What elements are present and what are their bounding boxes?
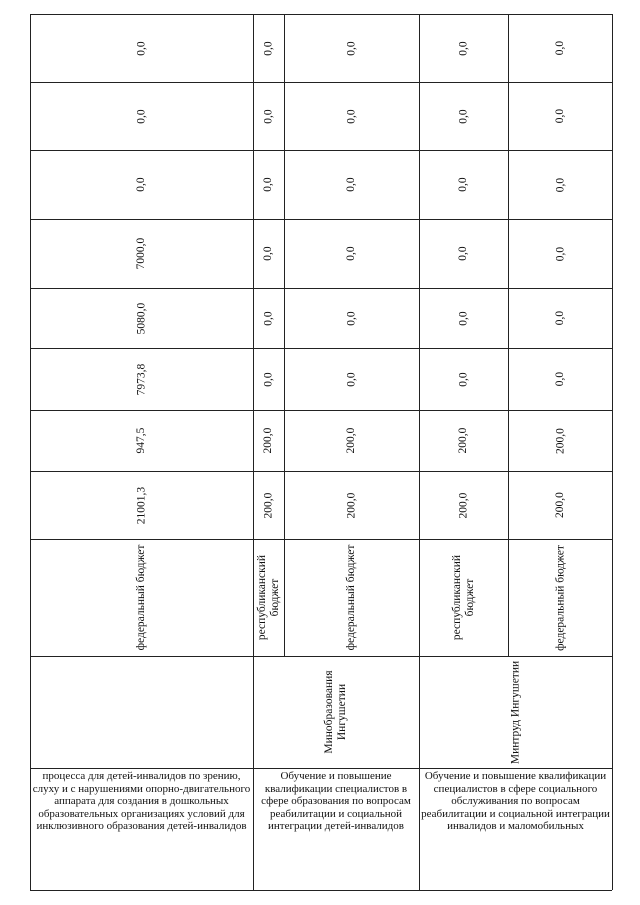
budget-value-cell: 200,0 — [553, 492, 566, 518]
budget-value-cell: 0,0 — [135, 40, 147, 56]
budget-value-cell: 0,0 — [262, 310, 274, 326]
budget-value-cell: 0,0 — [553, 40, 566, 56]
budget-value-cell: 0,0 — [262, 40, 274, 56]
funding-source-cell: республиканский бюджет — [450, 554, 476, 641]
activity-description-cell: Обучение и повышение квалификации специалистов в сфере образования по вопросам реабилитации и социальной интеграции детей-инвалидов — [261, 770, 411, 833]
budget-value-cell: 200,0 — [262, 492, 274, 518]
budget-value-cell: 200,0 — [457, 492, 469, 518]
budget-value-cell: 0,0 — [345, 177, 357, 192]
budget-value-cell: 0,0 — [262, 371, 274, 387]
budget-value-cell: 0,0 — [345, 40, 357, 56]
budget-value-cell: 0,0 — [262, 246, 274, 261]
column-separator-line — [30, 890, 612, 891]
budget-value-cell: 21001,3 — [135, 486, 147, 524]
budget-value-cell: 0,0 — [553, 246, 566, 261]
budget-value-cell: 0,0 — [345, 108, 357, 124]
budget-value-cell: 947,5 — [135, 427, 147, 454]
budget-value-cell: 0,0 — [345, 246, 357, 261]
budget-value-cell: 0,0 — [135, 108, 147, 124]
budget-value-cell: 200,0 — [262, 427, 274, 454]
budget-value-cell: 0,0 — [457, 310, 469, 326]
budget-value-cell: 0,0 — [262, 108, 274, 124]
budget-value-cell: 5080,0 — [135, 302, 147, 334]
funding-source-cell: республиканский бюджет — [255, 554, 281, 641]
budget-value-cell: 0,0 — [553, 371, 566, 387]
budget-value-cell: 0,0 — [457, 246, 469, 261]
funding-source-cell: федеральный бюджет — [345, 544, 357, 651]
budget-value-cell: 7973,8 — [135, 363, 147, 395]
funding-source-cell: федеральный бюджет — [553, 544, 566, 651]
budget-value-cell: 0,0 — [457, 371, 469, 387]
budget-value-cell: 7000,0 — [135, 237, 147, 270]
budget-value-cell: 0,0 — [457, 40, 469, 56]
executor-cell: Минтруд Ингушетии — [509, 660, 521, 764]
budget-value-cell: 200,0 — [553, 427, 566, 454]
budget-value-cell: 0,0 — [345, 310, 357, 326]
budget-value-cell: 200,0 — [345, 492, 357, 518]
funding-source-cell: федеральный бюджет — [135, 544, 147, 651]
budget-value-cell: 200,0 — [345, 427, 357, 454]
budget-value-cell: 0,0 — [553, 177, 566, 192]
executor-cell: Минобразования Ингушетии — [323, 670, 348, 754]
budget-value-cell: 0,0 — [262, 177, 274, 192]
executor-cell — [30, 656, 253, 768]
budget-table — [30, 14, 612, 890]
budget-value-cell: 0,0 — [345, 371, 357, 387]
activity-description-cell: Обучение и повышение квалификации специалистов в сфере социального обслуживания по вопросам реабилитации и социальной интеграции инвалидов и маломобильных — [421, 770, 610, 833]
budget-value-cell: 0,0 — [457, 177, 469, 192]
budget-value-cell: 0,0 — [553, 108, 566, 124]
activity-description-cell: процесса для детей-инвалидов по зрению, слуху и с нарушениями опорно-двигательного аппарата для создания в дошкольных образовательных организациях условий для инклюзивного образования детей-инвалидов — [32, 770, 251, 833]
budget-value-cell: 200,0 — [457, 427, 469, 454]
budget-value-cell: 0,0 — [553, 310, 566, 326]
budget-value-cell: 0,0 — [457, 108, 469, 124]
budget-value-cell: 0,0 — [135, 177, 147, 192]
